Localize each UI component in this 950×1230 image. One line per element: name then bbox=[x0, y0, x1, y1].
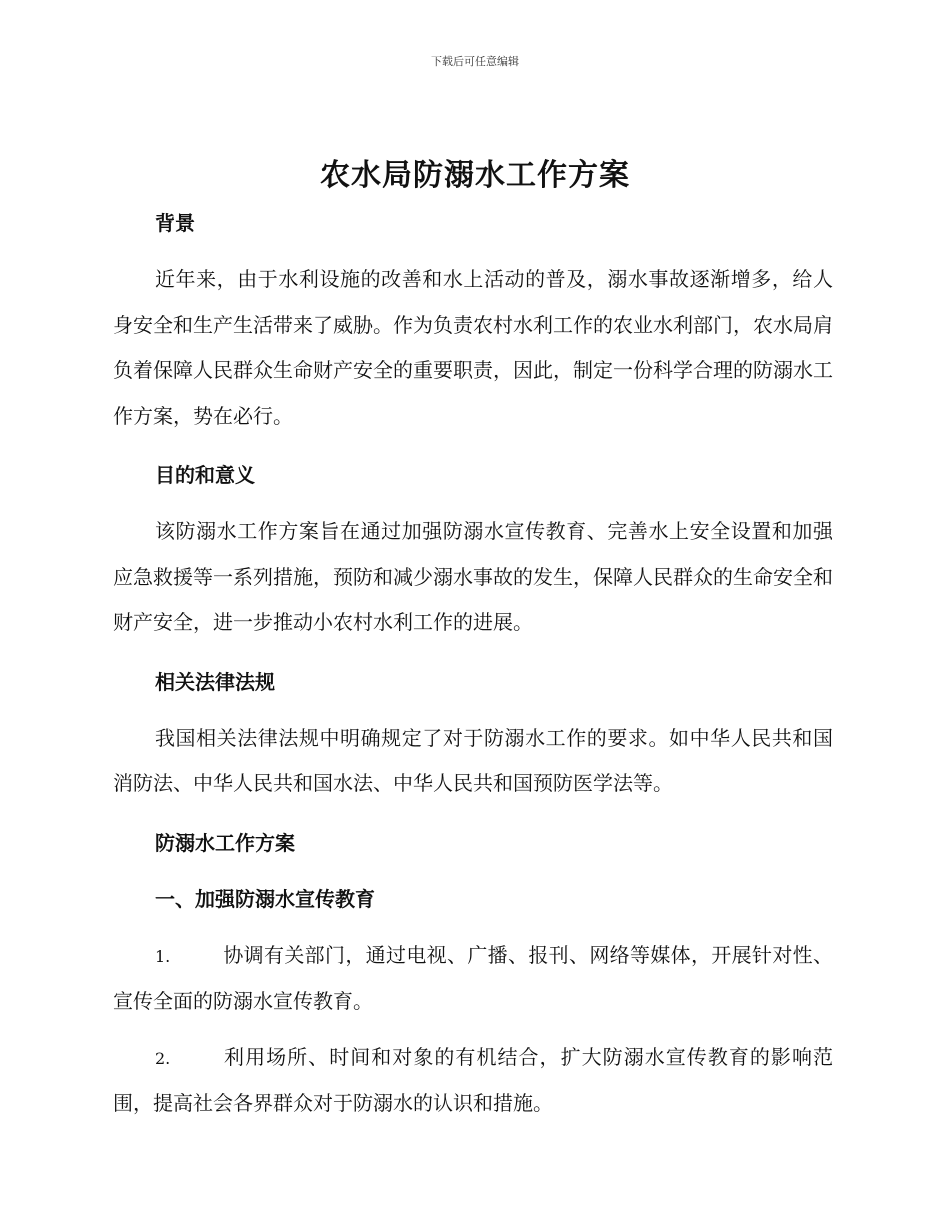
list-item bbox=[113, 933, 833, 1025]
section-heading-background: 背景 bbox=[155, 211, 195, 235]
list-item-text: 利用场所、时间和对象的有机结合，扩大防溺水宣传教育的影响范围，提高社会各界群众对于防溺水的认识和措施。 bbox=[113, 1044, 833, 1115]
document-title: 农水局防溺水工作方案 bbox=[320, 158, 630, 193]
section-paragraph-purpose: 该防溺水工作方案旨在通过加强防溺水宣传教育、完善水上安全设置和加强应急救援等一系列措施，预防和减少溺水事故的发生，保障人民群众的生命安全和财产安全，进一步推动小农村水利工作的进展。 bbox=[113, 519, 833, 634]
section-heading-purpose: 目的和意义 bbox=[155, 463, 255, 487]
section-heading-publicity: 一、加强防溺水宣传教育 bbox=[155, 886, 375, 911]
list-item-number: 1. bbox=[155, 946, 171, 966]
header-note: 下载后可任意编辑 bbox=[431, 55, 519, 68]
section-heading-plan: 防溺水工作方案 bbox=[155, 830, 295, 855]
list-item-number: 2. bbox=[155, 1048, 171, 1068]
list-item-text: 协调有关部门，通过电视、广播、报刊、网络等媒体，开展针对性、宣传全面的防溺水宣传教育。 bbox=[113, 942, 833, 1013]
document-body bbox=[113, 203, 833, 1127]
section-paragraph-background: 近年来，由于水利设施的改善和水上活动的普及，溺水事故逐渐增多，给人身安全和生产生活带来了威胁。作为负责农村水利工作的农业水利部门，农水局肩负着保障人民群众生命财产安全的重要职责，因此，制定一份科学合理的防溺水工作方案，势在必行。 bbox=[113, 267, 833, 428]
list-item bbox=[113, 1035, 833, 1127]
section-paragraph-laws: 我国相关法律法规中明确规定了对于防溺水工作的要求。如中华人民共和国消防法、中华人民共和国水法、中华人民共和国预防医学法等。 bbox=[113, 725, 833, 795]
section-heading-laws: 相关法律法规 bbox=[155, 669, 275, 694]
